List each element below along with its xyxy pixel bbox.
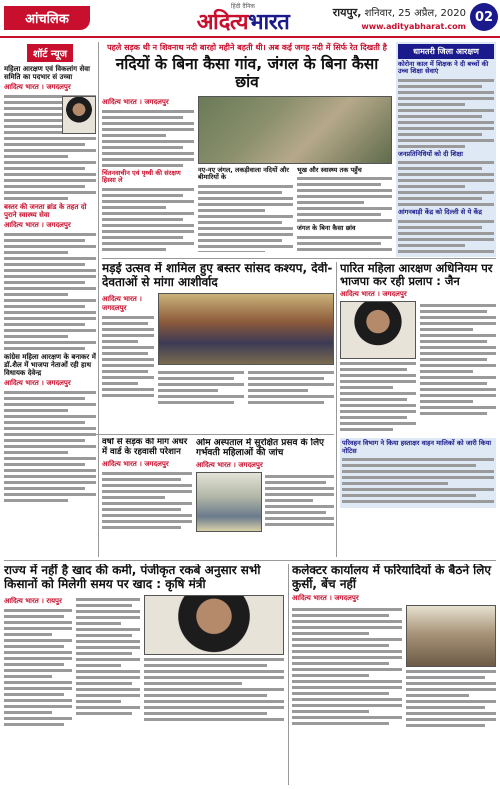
short-news-tag: शॉर्ट न्यूज xyxy=(27,44,73,62)
article-text xyxy=(4,609,72,726)
right-box-headline-2[interactable]: जनप्रतिनिधियों को दी शिक्षा xyxy=(398,149,463,158)
article-text xyxy=(292,605,402,730)
right-box-headline-3[interactable]: आंगनबाड़ी केंद्र को दिल्ली से ये केंद्र xyxy=(398,208,482,217)
article-text xyxy=(102,110,194,167)
lead-kicker: पहले सड़क थी न शिवनाथ नदी बारहो महीने बहती थी। अब कई जगह नदी में सिर्फ रेत दिखती है xyxy=(107,43,387,52)
transport-box xyxy=(340,438,496,508)
article-text xyxy=(297,177,392,222)
page-number: 02 xyxy=(470,3,498,31)
road-headline[interactable]: वर्षों से सड़क की मांग अधर में वार्ड के रहवासी परेशान xyxy=(102,438,188,457)
article-text xyxy=(342,458,494,503)
om-headline[interactable]: ओम अस्पताल में सुरक्षित प्रसव के लिए गर्भवती महिलाओं की जांच xyxy=(196,438,325,459)
right-box-title: धामतरी जिला आरक्षण xyxy=(398,44,494,59)
article-text xyxy=(4,233,96,350)
river-photo xyxy=(198,96,392,164)
right-box-headline-1[interactable]: कोरोना काल में शिक्षक ने दी बच्चों की उच्च शिक्षा सेवाएं xyxy=(398,60,489,76)
section-divider xyxy=(4,560,496,561)
fertilizer-story xyxy=(4,564,284,785)
section-tag: आंचलिक xyxy=(4,6,90,30)
newspaper-logo[interactable] xyxy=(168,2,318,34)
madai-story xyxy=(102,262,334,432)
lead-subhead-1: चिंतनवाचीन एवं पृथ्वी की संरक्षण हिस्सा ले xyxy=(102,168,181,185)
article-text xyxy=(76,595,140,729)
article-text xyxy=(340,362,416,431)
road-story xyxy=(102,438,192,557)
lead-subhead-2: नए-नए जंगल, लकड़ीवाला नदियों और बीमारियों के xyxy=(198,165,289,182)
left-headline-1[interactable]: महिला आरक्षण एवं विकलांग सेवा समिति का पदभार सं उच्चा xyxy=(4,65,90,82)
article-text xyxy=(297,236,392,252)
madai-photo xyxy=(158,293,334,365)
fertilizer-byline: आदित्य भारत । रायपुर xyxy=(4,596,62,605)
column-divider xyxy=(288,564,289,785)
jain-story xyxy=(340,262,496,557)
article-text xyxy=(398,161,494,206)
jain-portrait xyxy=(340,301,416,359)
article-text xyxy=(198,185,293,252)
city: रायपुर, xyxy=(332,6,362,19)
brand-name-b: भारत xyxy=(248,9,290,35)
left-byline-2: आदित्य भारत । जगदलपुर xyxy=(4,221,71,230)
section-divider xyxy=(102,258,496,259)
dateline xyxy=(333,5,466,20)
lead-story xyxy=(102,42,392,252)
brand-name-a: अदित्य xyxy=(196,9,249,35)
article-text xyxy=(144,658,284,721)
om-byline: आदित्य भारत । जगदलपुर xyxy=(196,460,263,469)
jain-byline: आदित्य भारत । जगदलपुर xyxy=(340,290,407,299)
lead-byline: आदित्य भारत । जगदलपुर xyxy=(102,97,169,106)
website-link[interactable]: www.adityabharat.com xyxy=(361,22,466,31)
transport-headline[interactable]: परिवहन विभाग ने किया हस्ताक्षर वाहन मालिकों को जारी किया नोटिस xyxy=(342,439,492,455)
left-headline-2[interactable]: बस्तर की जनता ब्रांड के तहत दो पुराने स्वास्थ्य सेवा xyxy=(4,203,87,220)
article-text xyxy=(102,316,154,397)
madai-byline: आदित्य भारत । जगदलपुर xyxy=(102,294,142,312)
brand-tagline: हिंदी दैनिक xyxy=(230,3,256,10)
article-text xyxy=(420,301,496,434)
column-divider xyxy=(98,42,99,557)
article-text xyxy=(398,220,494,253)
fertilizer-headline[interactable]: राज्य में नहीं है खाद की कमी, पंजीकृत रकबे अनुसार सभी किसानों को मिलेगी समय पर खाद : कृषि मंत्री xyxy=(4,564,261,591)
article-text xyxy=(248,368,334,407)
masthead xyxy=(0,0,500,38)
article-text xyxy=(158,368,244,407)
road-byline: आदित्य भारत । जगदलपुर xyxy=(102,459,169,468)
collector-byline: आदित्य भारत । जगदलपुर xyxy=(292,593,359,602)
column-divider xyxy=(336,262,337,557)
article-text xyxy=(406,670,496,727)
left-column xyxy=(4,42,96,557)
jain-headline[interactable]: पारित महिला आरक्षण अधिनियम पर भाजपा कर रही प्रलाप : जैन xyxy=(340,262,493,289)
right-feature-box xyxy=(396,42,496,257)
office-photo xyxy=(406,605,496,667)
date: शनिवार, 25 अप्रैल, 2020 xyxy=(364,8,466,19)
left-byline-1: आदित्य भारत । जगदलपुर xyxy=(4,83,71,92)
article-text xyxy=(4,391,96,502)
madai-headline[interactable]: मड़ई उत्सव में शामिल हुए बस्तर सांसद कश्यप, देवी-देवताओं से मांगा आशीर्वाद xyxy=(102,262,333,289)
minister-portrait xyxy=(144,595,284,655)
collector-story xyxy=(292,564,496,785)
hospital-photo xyxy=(196,472,262,532)
portrait-photo xyxy=(62,96,96,134)
section-divider xyxy=(4,434,334,435)
left-headline-3[interactable]: कांग्रेस महिला आरक्षण के बनाकर में डॉ.शैल में भाजपा नेताओं रही हाथ विधायक देवेन्द्र xyxy=(4,353,96,378)
article-text xyxy=(102,472,192,529)
article-text xyxy=(102,188,194,251)
article-text xyxy=(265,472,334,532)
article-text xyxy=(398,79,494,148)
left-byline-3: आदित्य भारत । जगदलपुर xyxy=(4,379,71,388)
om-hospital-story xyxy=(196,438,334,557)
lead-subhead-4: जंगल के बिना कैसा छांव xyxy=(297,224,356,233)
lead-subhead-3: भूख और स्वास्थ्य तक पहुँच xyxy=(297,165,362,174)
lead-headline[interactable]: नदियों के बिना कैसा गांव, जंगल के बिना कैसा छांव xyxy=(115,55,379,91)
collector-headline[interactable]: कलेक्टर कार्यालय में फरियादियों के बैठने लिए कुर्सी, बेंच नहीं xyxy=(292,564,492,591)
